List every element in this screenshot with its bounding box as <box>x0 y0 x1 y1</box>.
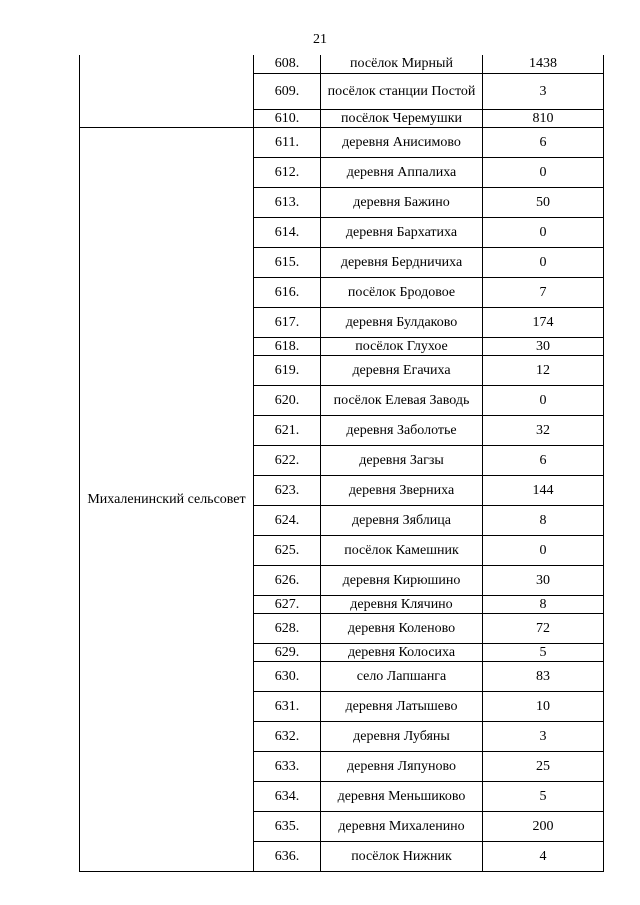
population-cell: 8 <box>483 595 604 613</box>
settlements-table <box>79 55 604 872</box>
row-number-cell: 632. <box>254 721 321 751</box>
row-number-cell: 619. <box>254 355 321 385</box>
population-cell: 0 <box>483 535 604 565</box>
settlement-name-cell: посёлок Черемушки <box>321 109 483 127</box>
settlements-table-body <box>80 55 604 871</box>
population-cell: 200 <box>483 811 604 841</box>
row-number-cell: 610. <box>254 109 321 127</box>
settlement-name-cell: деревня Булдаково <box>321 307 483 337</box>
population-cell: 6 <box>483 445 604 475</box>
settlement-name-cell: деревня Зяблица <box>321 505 483 535</box>
population-cell: 50 <box>483 187 604 217</box>
row-number-cell: 620. <box>254 385 321 415</box>
population-cell: 30 <box>483 565 604 595</box>
settlement-name-cell: посёлок Глухое <box>321 337 483 355</box>
row-number-cell: 635. <box>254 811 321 841</box>
population-cell: 3 <box>483 73 604 109</box>
row-number-cell: 617. <box>254 307 321 337</box>
population-cell: 0 <box>483 157 604 187</box>
settlement-name-cell: деревня Меньшиково <box>321 781 483 811</box>
population-cell: 30 <box>483 337 604 355</box>
population-cell: 25 <box>483 751 604 781</box>
population-cell: 12 <box>483 355 604 385</box>
population-cell: 1438 <box>483 55 604 73</box>
population-cell: 7 <box>483 277 604 307</box>
row-number-cell: 629. <box>254 643 321 661</box>
settlement-name-cell: деревня Клячино <box>321 595 483 613</box>
row-number-cell: 609. <box>254 73 321 109</box>
row-number-cell: 626. <box>254 565 321 595</box>
table-row <box>80 55 604 73</box>
row-number-cell: 633. <box>254 751 321 781</box>
settlement-name-cell: деревня Аппалиха <box>321 157 483 187</box>
row-number-cell: 615. <box>254 247 321 277</box>
municipality-cell <box>80 55 254 127</box>
row-number-cell: 630. <box>254 661 321 691</box>
population-cell: 10 <box>483 691 604 721</box>
population-cell: 8 <box>483 505 604 535</box>
row-number-cell: 613. <box>254 187 321 217</box>
settlement-name-cell: деревня Егачиха <box>321 355 483 385</box>
row-number-cell: 611. <box>254 127 321 157</box>
settlement-name-cell: деревня Бархатиха <box>321 217 483 247</box>
population-cell: 0 <box>483 385 604 415</box>
population-cell: 83 <box>483 661 604 691</box>
row-number-cell: 634. <box>254 781 321 811</box>
row-number-cell: 627. <box>254 595 321 613</box>
population-cell: 5 <box>483 781 604 811</box>
settlement-name-cell: деревня Колосиха <box>321 643 483 661</box>
row-number-cell: 631. <box>254 691 321 721</box>
row-number-cell: 618. <box>254 337 321 355</box>
population-cell: 810 <box>483 109 604 127</box>
settlement-name-cell: деревня Зверниха <box>321 475 483 505</box>
settlement-name-cell: деревня Анисимово <box>321 127 483 157</box>
settlement-name-cell: посёлок Мирный <box>321 55 483 73</box>
row-number-cell: 612. <box>254 157 321 187</box>
population-cell: 72 <box>483 613 604 643</box>
row-number-cell: 636. <box>254 841 321 871</box>
row-number-cell: 621. <box>254 415 321 445</box>
population-cell: 6 <box>483 127 604 157</box>
row-number-cell: 628. <box>254 613 321 643</box>
population-cell: 4 <box>483 841 604 871</box>
settlement-name-cell: деревня Коленово <box>321 613 483 643</box>
row-number-cell: 608. <box>254 55 321 73</box>
settlement-name-cell: посёлок Камешник <box>321 535 483 565</box>
settlement-name-cell: деревня Латышево <box>321 691 483 721</box>
population-cell: 144 <box>483 475 604 505</box>
row-number-cell: 623. <box>254 475 321 505</box>
row-number-cell: 624. <box>254 505 321 535</box>
settlement-name-cell: деревня Бердничиха <box>321 247 483 277</box>
settlement-name-cell: посёлок Нижник <box>321 841 483 871</box>
settlement-name-cell: деревня Михаленино <box>321 811 483 841</box>
population-cell: 5 <box>483 643 604 661</box>
population-cell: 0 <box>483 217 604 247</box>
table-row <box>80 127 604 157</box>
settlement-name-cell: посёлок станции Постой <box>321 73 483 109</box>
population-cell: 3 <box>483 721 604 751</box>
settlement-name-cell: посёлок Бродовое <box>321 277 483 307</box>
page-number: 21 <box>313 32 327 47</box>
settlement-name-cell: посёлок Елевая Заводь <box>321 385 483 415</box>
settlement-name-cell: деревня Бажино <box>321 187 483 217</box>
population-cell: 32 <box>483 415 604 445</box>
row-number-cell: 622. <box>254 445 321 475</box>
settlement-name-cell: деревня Ляпуново <box>321 751 483 781</box>
settlement-name-cell: село Лапшанга <box>321 661 483 691</box>
row-number-cell: 616. <box>254 277 321 307</box>
municipality-cell: Михаленинский сельсовет <box>80 127 254 871</box>
row-number-cell: 614. <box>254 217 321 247</box>
settlement-name-cell: деревня Заболотье <box>321 415 483 445</box>
row-number-cell: 625. <box>254 535 321 565</box>
population-cell: 174 <box>483 307 604 337</box>
population-cell: 0 <box>483 247 604 277</box>
settlement-name-cell: деревня Загзы <box>321 445 483 475</box>
settlement-name-cell: деревня Лубяны <box>321 721 483 751</box>
settlement-name-cell: деревня Кирюшино <box>321 565 483 595</box>
